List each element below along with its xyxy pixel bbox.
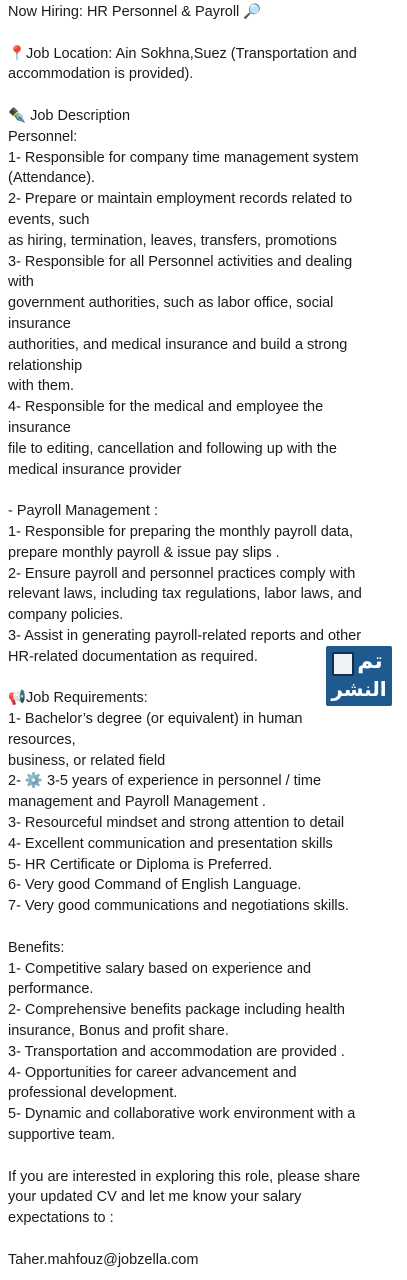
text-line: Benefits: (8, 939, 65, 956)
text-line: authorities, and medical insurance and build a strong (8, 336, 348, 353)
text-line: Now Hiring: HR Personnel & Payroll 🔎 (8, 4, 262, 20)
text-line: 1- Bachelor’s degree (or equivalent) in human (8, 711, 303, 728)
published-badge (326, 646, 392, 706)
text-line[interactable]: Taher.mahfouz@jobzella.com (8, 1251, 199, 1268)
text-line: 4- Responsible for the medical and employee the (8, 399, 324, 416)
badge-line-1: تم (357, 649, 383, 674)
text-line: professional development. (8, 1085, 178, 1102)
job-post-text (8, 2, 400, 1271)
text-line: company policies. (8, 607, 124, 624)
text-line: HR-related documentation as required. (8, 648, 258, 665)
text-line: with them. (8, 378, 75, 395)
badge-line-2: النشر (331, 677, 387, 701)
text-line: 4- Excellent communication and presentation skills (8, 835, 333, 852)
text-line: prepare monthly payroll & issue pay slips . (8, 544, 280, 561)
text-line: 2- Comprehensive benefits package including health (8, 1002, 345, 1019)
text-line: performance. (8, 981, 94, 998)
blank-line (8, 480, 400, 501)
text-line: 1- Competitive salary based on experience and (8, 960, 312, 977)
text-line: - Payroll Management : (8, 503, 158, 520)
text-line: accommodation is provided). (8, 66, 194, 83)
text-line: relevant laws, including tax regulations, labor laws, and (8, 586, 362, 603)
text-line: file to editing, cancellation and following up with the (8, 440, 337, 457)
text-line: insurance (8, 419, 71, 436)
text-line: 1- Responsible for preparing the monthly payroll data, (8, 523, 353, 540)
text-line: 3- Assist in generating payroll-related reports and other (8, 627, 362, 644)
text-line: events, such (8, 211, 90, 228)
text-line: If you are interested in exploring this role, please share (8, 1168, 361, 1185)
text-line: expectations to : (8, 1210, 114, 1227)
text-line: 1- Responsible for company time management system (8, 149, 359, 166)
text-line: as hiring, termination, leaves, transfers, promotions (8, 232, 337, 249)
text-line: insurance, Bonus and profit share. (8, 1023, 229, 1040)
blank-line (8, 1229, 400, 1250)
text-line: 2- Ensure payroll and personnel practices comply with (8, 565, 356, 582)
text-line: management and Payroll Management . (8, 794, 266, 811)
text-line: 3- Responsible for all Personnel activities and dealing (8, 253, 353, 270)
text-line: Personnel: (8, 128, 78, 145)
text-line: business, or related field (8, 752, 166, 769)
text-line: (Attendance). (8, 170, 96, 187)
text-line: 3- Transportation and accommodation are provided . (8, 1043, 345, 1060)
text-line: 5- Dynamic and collaborative work environment with a (8, 1106, 356, 1123)
blank-line (8, 1146, 400, 1167)
blank-line (8, 85, 400, 106)
text-line: 📍Job Location: Ain Sokhna,Suez (Transportation and (8, 45, 357, 62)
text-line: 7- Very good communications and negotiations skills. (8, 898, 349, 915)
text-line: your updated CV and let me know your salary (8, 1189, 302, 1206)
text-line: 2- ⚙️ 3-5 years of experience in personnel / time (8, 773, 322, 790)
text-line: with (8, 274, 34, 291)
text-line: supportive team. (8, 1127, 116, 1144)
text-line: medical insurance provider (8, 461, 182, 478)
text-line: 4- Opportunities for career advancement and (8, 1064, 297, 1081)
text-line: relationship (8, 357, 83, 374)
text-line: 5- HR Certificate or Diploma is Preferred. (8, 856, 273, 873)
blank-line (8, 917, 400, 938)
text-line: 2- Prepare or maintain employment records related to (8, 191, 353, 208)
text-line: 6- Very good Command of English Language. (8, 877, 302, 894)
text-line: ✒️ Job Description (8, 107, 131, 124)
text-line: 📢Job Requirements: (8, 690, 148, 707)
text-line: 3- Resourceful mindset and strong attention to detail (8, 815, 345, 832)
text-line: government authorities, such as labor office, social (8, 295, 334, 312)
blank-line (8, 23, 400, 44)
text-line: insurance (8, 315, 71, 332)
text-line: resources, (8, 731, 76, 748)
